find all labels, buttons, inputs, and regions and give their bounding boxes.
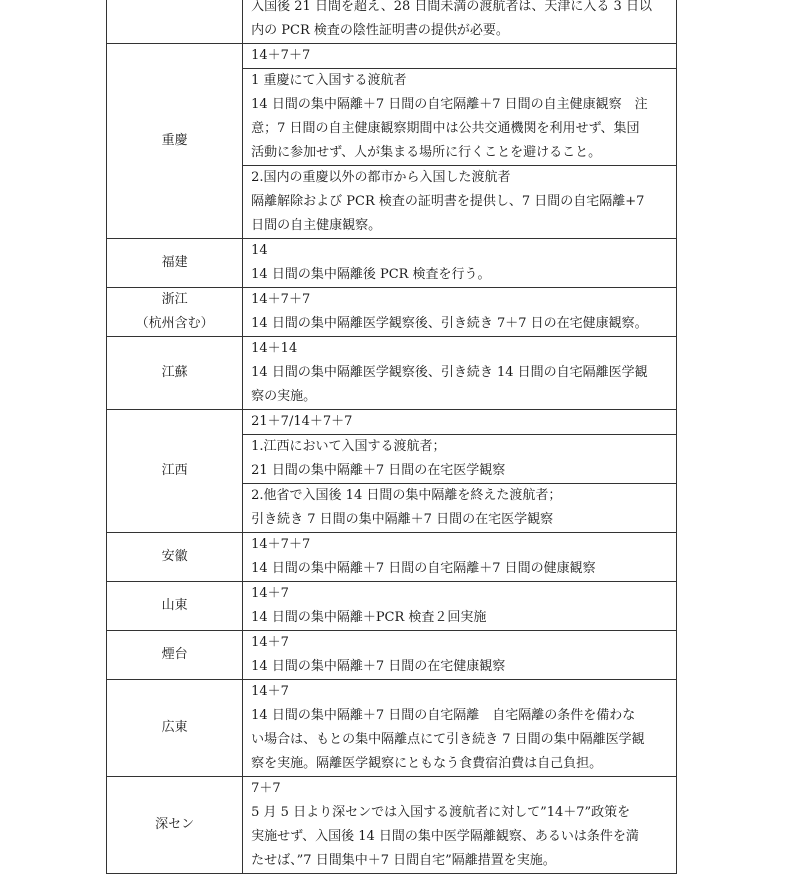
- table-row: [107, 0, 677, 44]
- quarantine-policy-table: [106, 0, 677, 874]
- region-name-cell: [107, 337, 243, 410]
- policy-detail-cell: [243, 435, 677, 484]
- policy-text-line: 実施せず、入国後 14 日間の集中医学隔離観察、あるいは条件を満: [251, 829, 639, 844]
- region-name-cell: [107, 582, 243, 631]
- region-name-cell: [107, 288, 243, 337]
- policy-text-line: 21 日間の集中隔離＋7 日間の在宅医学観察: [251, 463, 506, 478]
- region-name: 重慶: [161, 133, 188, 148]
- policy-text-line: 14＋7＋7: [251, 292, 311, 307]
- policy-text-line: 14 日間の集中隔離医学観察後、引き続き 7＋7 日の在宅健康観察。: [251, 316, 648, 331]
- policy-text-line: 2.他省で入国後 14 日間の集中隔離を終えた渡航者；: [251, 488, 562, 503]
- table-row: [107, 239, 677, 288]
- policy-detail-cell: [243, 631, 677, 680]
- region-name-cell: [107, 680, 243, 777]
- policy-detail-cell: [243, 777, 677, 874]
- policy-text-line: 14 日間の集中隔離医学観察後、引き続き 14 日間の自宅隔離医学観: [251, 365, 648, 380]
- region-name-cell: [107, 777, 243, 874]
- table-row: [107, 337, 677, 410]
- policy-text-line: 14 日間の集中隔離＋7 日間の自宅隔離＋7 日間の自主健康観察 注: [251, 97, 648, 112]
- region-name: 煙台: [161, 647, 188, 662]
- policy-text-line: 14＋7: [251, 684, 289, 699]
- region-name: （杭州含む）: [135, 316, 214, 331]
- policy-text-line: 察を実施。隔離医学観察にともなう食費宿泊費は自己負担。: [251, 756, 603, 771]
- table-row: [107, 410, 677, 435]
- region-name: 江蘇: [161, 365, 188, 380]
- policy-text-line: 意；7 日間の自主健康観察期間中は公共交通機関を利用せず、集団: [251, 121, 640, 136]
- policy-detail-cell: [243, 44, 677, 69]
- policy-text-line: 14 日間の集中隔離＋PCR 検査２回実施: [251, 610, 487, 625]
- region-name: 江西: [161, 463, 188, 478]
- region-name-cell: [107, 410, 243, 533]
- policy-text-line: 内の PCR 検査の陰性証明書の提供が必要。: [251, 23, 509, 38]
- table-row: [107, 44, 677, 69]
- table-row: [107, 533, 677, 582]
- region-name: 広東: [161, 720, 188, 735]
- table-row: [107, 631, 677, 680]
- policy-text-line: 14＋7: [251, 586, 289, 601]
- policy-text-line: 14＋14: [251, 341, 298, 356]
- policy-text-line: 察の実施。: [251, 389, 317, 404]
- region-name: 安徽: [161, 549, 188, 564]
- region-name-cell: [107, 44, 243, 239]
- policy-detail-cell: [243, 69, 677, 166]
- policy-text-line: 2.国内の重慶以外の都市から入国した渡航者: [251, 170, 511, 185]
- policy-detail-cell: [243, 533, 677, 582]
- policy-detail-cell: [243, 288, 677, 337]
- policy-text-line: 日間の自主健康観察。: [251, 218, 382, 233]
- table-body: [107, 0, 677, 874]
- policy-detail-cell: [243, 582, 677, 631]
- policy-text-line: 14 日間の集中隔離後 PCR 検査を行う。: [251, 267, 491, 282]
- policy-text-line: 隔離解除および PCR 検査の証明書を提供し、7 日間の自宅隔離+7: [251, 194, 645, 209]
- policy-text-line: 14 日間の集中隔離＋7 日間の在宅健康観察: [251, 659, 506, 674]
- policy-text-line: 1 重慶にて入国する渡航者: [251, 73, 407, 88]
- policy-text-line: 14＋7＋7: [251, 537, 311, 552]
- policy-text-line: 14 日間の集中隔離＋7 日間の自宅隔離＋7 日間の健康観察: [251, 561, 596, 576]
- policy-detail-cell: [243, 484, 677, 533]
- region-name-cell: [107, 0, 243, 44]
- region-name-cell: [107, 239, 243, 288]
- policy-text-line: 入国後 21 日間を超え、28 日間未満の渡航者は、天津に入る 3 日以: [251, 0, 652, 14]
- policy-text-line: 14＋7＋7: [251, 48, 311, 63]
- region-name-cell: [107, 631, 243, 680]
- region-name-cell: [107, 533, 243, 582]
- table-row: [107, 777, 677, 874]
- table-row: [107, 288, 677, 337]
- policy-detail-cell: [243, 680, 677, 777]
- policy-text-line: い場合は、もとの集中隔離点にて引き続き 7 日間の集中隔離医学観: [251, 732, 645, 747]
- table-row: [107, 680, 677, 777]
- region-name: 福建: [161, 255, 188, 270]
- policy-text-line: 5 月 5 日より深センでは入国する渡航者に対して”14＋7”政策を: [251, 805, 631, 820]
- policy-text-line: 1.江西において入国する渡航者；: [251, 439, 446, 454]
- region-name: 深セン: [155, 817, 195, 832]
- policy-text-line: 7＋7: [251, 781, 281, 796]
- policy-detail-cell: [243, 239, 677, 288]
- policy-detail-cell: [243, 337, 677, 410]
- policy-text-line: 引き続き 7 日間の集中隔離＋7 日間の在宅医学観察: [251, 512, 554, 527]
- policy-detail-cell: [243, 166, 677, 239]
- table-row: [107, 582, 677, 631]
- policy-text-line: 14＋7: [251, 635, 289, 650]
- policy-text-line: 21＋7/14＋7＋7: [251, 414, 353, 429]
- policy-text-line: たせば、”7 日間集中＋7 日間自宅”隔離措置を実施。: [251, 853, 556, 868]
- policy-text-line: 14 日間の集中隔離＋7 日間の自宅隔離 自宅隔離の条件を備わな: [251, 708, 636, 723]
- policy-detail-cell: [243, 410, 677, 435]
- policy-text-line: 14: [251, 243, 268, 258]
- policy-detail-cell: [243, 0, 677, 44]
- policy-text-line: 活動に参加せず、人が集まる場所に行くことを避けること。: [251, 145, 602, 160]
- region-name: 山東: [161, 598, 188, 613]
- region-name: 浙江: [161, 292, 188, 307]
